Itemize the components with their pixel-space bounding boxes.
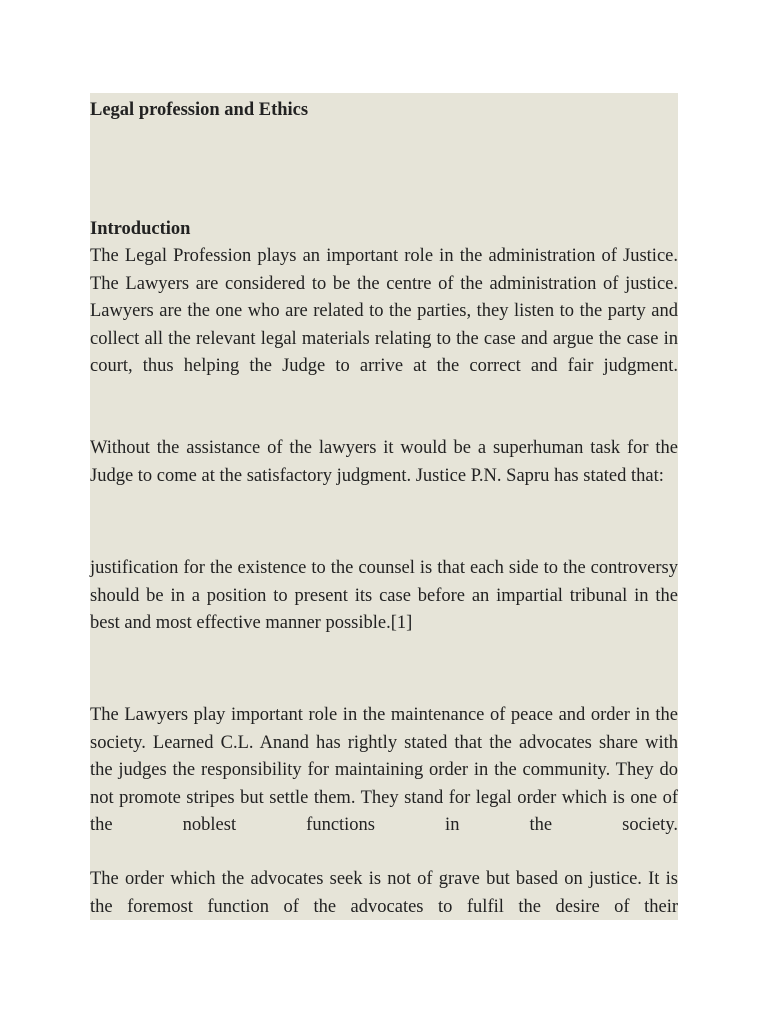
paragraph-lawyers-role: The Lawyers play important role in the maintenance of peace and order in the society. Learned C.L. Anand has rightly stated that the advocates share with the judges the responsibility for maintaining order in the community. They do not promote stripes but settle them. They stand for legal order which is one of the noblest functions in the society. [90, 705, 678, 835]
document-title: Legal profession and Ethics [90, 100, 309, 120]
paragraph-order: The order which the advocates seek is not of grave but based on justice. It is the foremost function of the advocates to fulfil the desire of their [90, 869, 678, 917]
section-heading: Introduction [90, 219, 191, 239]
paragraph-sapru: Without the assistance of the lawyers it would be a superhuman task for the Judge to come at the satisfactory judgment. Justice P.N. Sapru has stated that: [90, 438, 678, 486]
paragraph-quote: justification for the existence to the counsel is that each side to the controversy should be in a position to present its case before an impartial tribunal in the best and most effective manner possible.[1] [90, 558, 678, 633]
paragraph-intro: The Legal Profession plays an important role in the administration of Justice. The Lawyers are considered to be the centre of the administration of justice. Lawyers are the one who are related to the parties, they listen to the party and collect all the relevant legal materials relating to the case and argue the case in court, thus helping the Judge to arrive at the correct and fair judgment. [90, 246, 678, 376]
